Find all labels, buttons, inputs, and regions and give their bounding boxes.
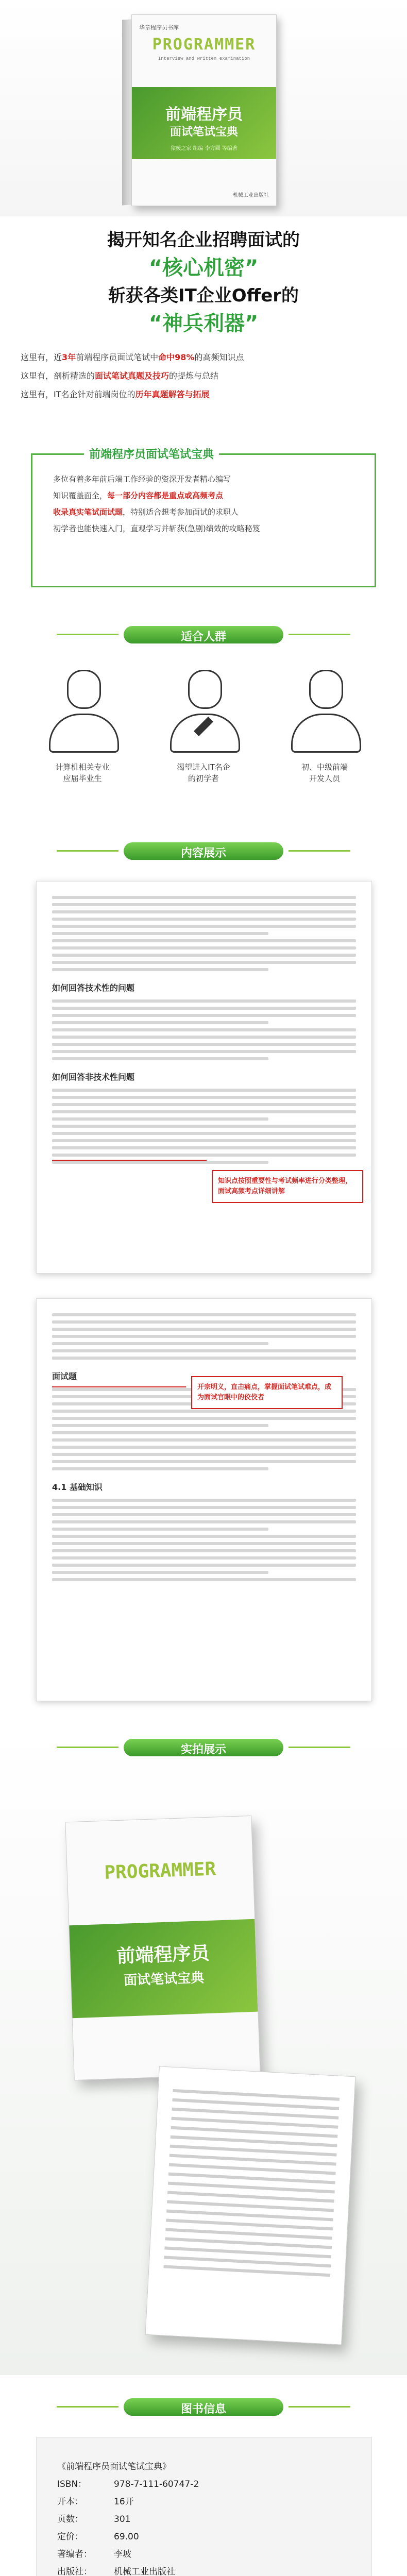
feature-text: ，特别适合想考参加面试的求职人 [123,507,239,517]
audience-item [273,665,376,784]
book-spine [122,20,131,206]
feature-line4: 初学者也能快速入门，直观学习并斩获(急剧)绩效的攻略秘笈 [53,524,260,533]
info-book-name: 《前端程序员面试笔试宝典》 [57,2462,171,2472]
cover-author: 猿媛之家 组编 李方圆 等编著 [171,146,238,151]
sample-page-1 [36,881,372,1274]
intro-line3 [21,387,386,402]
cover-title: 前端程序员 [116,1942,210,1968]
photo-book-open [145,2066,356,2345]
content-section [0,835,407,1721]
audience-item [31,665,134,784]
intro-highlight: 命中98% [158,352,195,362]
intro-text: 这里有，IT名企针对前端岗位的 [21,389,135,399]
info-row: 开本： 16开 [57,2497,134,2507]
headline-accent1: “核心机密” [148,256,259,280]
intro-text: 这里有，剖析精选的 [21,371,95,381]
programmer-wordmark: PROGRAMMER [152,36,256,54]
info-row: 定价： 69.00 [57,2532,139,2542]
callout-underline [52,1386,186,1387]
intro-highlight: 面试笔试真题及技巧 [95,371,169,381]
series-logo: 华章程序员书库 [139,24,179,31]
banner-title: 适合人群 [180,631,226,643]
banner-title: 图书信息 [180,2403,226,2416]
audience-label: 初、中级前端 开发人员 [301,762,348,783]
audience-item [152,665,255,784]
feature-frame-section [0,448,407,598]
banner-title: 实拍展示 [180,1743,226,1756]
headline-line2: 斩获各类IT企业Offer的 [108,285,299,306]
intro-text: 这里有，近 [21,352,62,362]
audience-banner [0,618,407,649]
feature-text: 知识覆盖面全， [53,491,108,500]
sample-heading: 如何回答非技术性问题 [52,1072,135,1082]
sample-heading: 4.1 基础知识 [52,1482,103,1492]
cover-publisher: 机械工业出版社 [233,193,269,198]
banner-title: 内容展示 [180,847,226,860]
intro-text: 前端程序员面试笔试中 [76,352,159,362]
cover-book [131,14,276,205]
person-icon [286,665,363,752]
headline-section [0,227,407,340]
book-info-section [0,2391,407,2576]
content-banner [0,835,407,866]
sample-heading: 如何回答技术性的问题 [52,983,135,993]
cover-subtitle: Interview and written examination [158,56,250,61]
feature-line1: 多位有着多年前后端工作经验的资深开发者精心编写 [53,474,231,484]
programmer-wordmark: PROGRAMMER [104,1858,216,1884]
intro-line1 [21,350,386,365]
info-row: 出版社： 机械工业出版社 [57,2567,175,2576]
intro-section [0,350,407,438]
intro-text: 的提炼与总结 [169,371,219,381]
audience-label: 计算机相关专业 应届毕业生 [55,762,110,783]
intro-highlight: 3年 [62,352,76,362]
feature-line3 [53,505,357,519]
feature-frame [31,448,376,587]
feature-line2 [53,489,357,502]
cover-title2: 面试笔试宝典 [169,126,238,139]
photo-book-cover [65,1816,260,2080]
cover-title: 前端程序员 [165,106,243,124]
cover-title2: 面试笔试宝典 [123,1970,205,1989]
audience-section [0,618,407,824]
book-photo [49,1783,358,2349]
audience-label: 渴望进入IT名企 的初学者 [177,762,230,783]
sample-page-2 [36,1298,372,1701]
sample-heading: 面试题 [52,1371,77,1381]
cover-section [0,0,407,216]
headline-line1: 揭开知名企业招聘面试的 [107,230,300,250]
info-panel [36,2437,372,2576]
intro-highlight: 历年真题解答与拓展 [135,389,210,399]
callout-box: 开宗明义，直击痛点，掌握面试笔试难点，成为面试官眼中的佼佼者 [191,1376,343,1409]
info-row: 著编者： 李坡 [57,2549,131,2560]
feature-highlight: 收录真实笔试面试题 [53,507,123,517]
feature-frame-title: 前端程序员面试笔试宝典 [84,446,219,462]
intro-line2 [21,369,386,383]
feature-highlight: 每一部分内容都是重点或高频考点 [107,491,224,500]
info-row: ISBN： 978-7-111-60747-2 [57,2479,199,2489]
headline-accent2: “神兵利器” [148,312,259,335]
callout-underline [52,1160,207,1161]
book-front [131,14,277,206]
info-banner [0,2391,407,2421]
person-icon [44,665,121,752]
info-list [57,2458,199,2576]
callout-box: 知识点按照重要性与考试频率进行分类整理，面试高频考点详细讲解 [212,1170,363,1203]
intro-text: 的高频知识点 [194,352,244,362]
feature-lines [53,472,357,538]
photo-banner [0,1731,407,1762]
info-row: 页数： 301 [57,2514,131,2524]
person-icon [165,665,242,752]
photo-section [0,1731,407,2375]
